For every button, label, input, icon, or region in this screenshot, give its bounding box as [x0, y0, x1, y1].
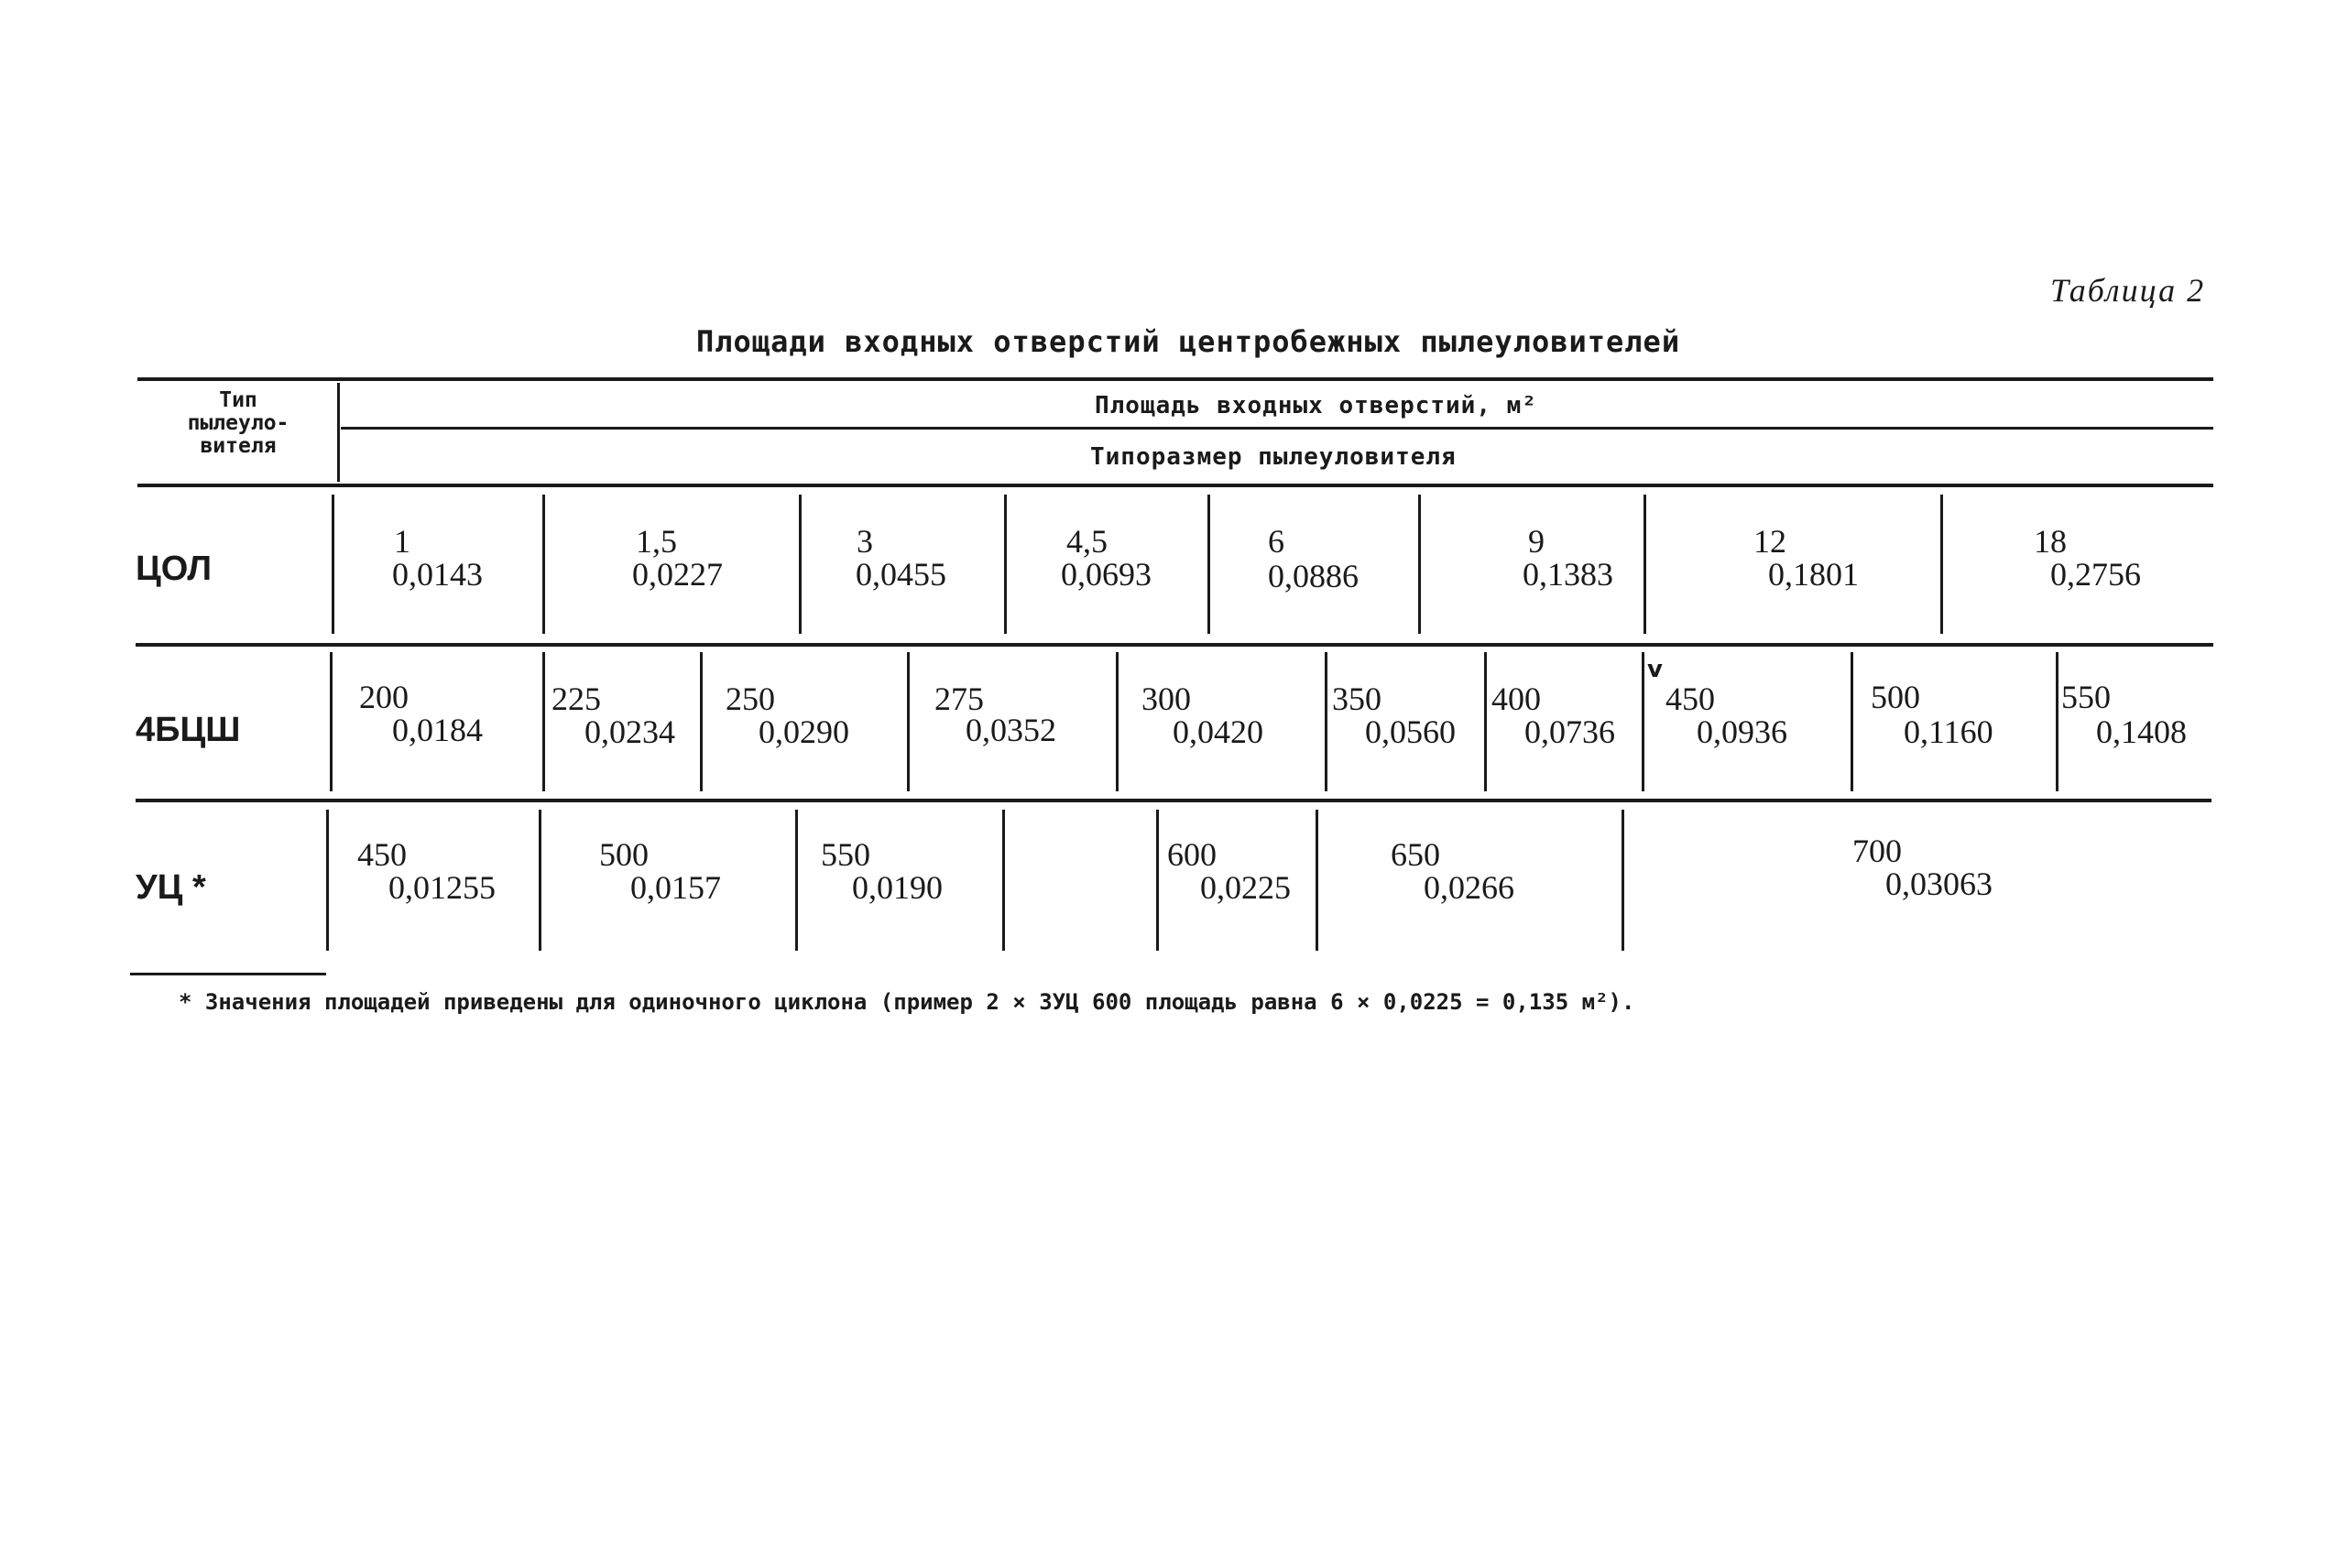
cell-divider — [330, 652, 333, 791]
cell-size: 450 — [357, 836, 407, 873]
cell-value: 0,0886 — [1268, 558, 1359, 594]
cell-value: 0,0157 — [630, 869, 721, 906]
cell-size: 650 — [1391, 836, 1440, 873]
cell-divider — [1325, 652, 1327, 791]
cell-value: 0,0184 — [392, 712, 483, 748]
cell-divider — [1004, 495, 1007, 634]
header-area-label: Площадь входных отверстий, м² — [1095, 392, 1537, 419]
cell-divider — [1643, 495, 1646, 634]
cell-value: 0,01255 — [388, 869, 496, 906]
checkmark-annotation: v — [1647, 656, 1663, 683]
cell-size: 3 — [857, 523, 873, 560]
cell-value: 0,1383 — [1523, 556, 1613, 593]
cell-size: 250 — [726, 681, 775, 717]
cell-size: 275 — [934, 681, 984, 717]
footnote-rule — [130, 973, 326, 975]
cell-size: 300 — [1141, 681, 1191, 717]
cell-size: 200 — [359, 679, 409, 715]
cell-value: 0,0234 — [584, 713, 675, 750]
table-footnote: * Значения площадей приведены для одиночного циклона (пример 2 × 3УЦ 600 площадь равна 6 × 0,0225 = 0,135 м²). — [179, 989, 1635, 1015]
cell-value: 0,2756 — [2050, 556, 2141, 593]
header-type-line: вителя — [200, 434, 277, 458]
cell-value: 0,0560 — [1365, 713, 1456, 750]
cell-size: 4,5 — [1066, 523, 1108, 560]
cell-divider — [542, 495, 545, 634]
cell-size: 500 — [599, 836, 649, 873]
header-type-line: пылеуло- — [187, 411, 289, 435]
cell-divider — [1207, 495, 1210, 634]
cell-value: 0,0290 — [759, 713, 849, 750]
cell-divider — [542, 652, 545, 791]
cell-value: 0,03063 — [1885, 866, 1993, 902]
cell-divider — [1642, 652, 1644, 791]
cell-size: 400 — [1491, 681, 1541, 717]
cell-value: 0,0352 — [966, 712, 1056, 748]
table-title: Площади входных отверстий центробежных пылеуловителей — [696, 324, 1681, 359]
cell-divider — [539, 810, 541, 951]
cell-value: 0,0227 — [632, 556, 723, 593]
cell-divider — [700, 652, 703, 791]
cell-size: 500 — [1871, 679, 1920, 715]
cell-divider — [1316, 810, 1318, 951]
cell-divider — [1002, 810, 1005, 951]
cell-divider — [1484, 652, 1487, 791]
row-name-col: ЦОЛ — [136, 550, 213, 588]
header-type-line: Тип — [219, 388, 257, 412]
cell-value: 0,1801 — [1768, 556, 1859, 593]
cell-size: 600 — [1167, 836, 1217, 873]
cell-value: 0,0455 — [856, 556, 946, 593]
cell-value: 0,0936 — [1697, 713, 1787, 750]
cell-size: 9 — [1528, 523, 1545, 560]
cell-value: 0,0225 — [1200, 869, 1291, 906]
cell-size: 225 — [551, 681, 601, 717]
table-top-rule — [137, 377, 2213, 381]
cell-size: 12 — [1753, 523, 1786, 560]
cell-divider — [795, 810, 798, 951]
cell-size: 18 — [2034, 523, 2067, 560]
cell-value: 0,0693 — [1061, 556, 1152, 593]
row-name-4bcsh: 4БЦШ — [136, 711, 241, 749]
cell-size: 700 — [1852, 833, 1902, 869]
cell-divider — [1851, 652, 1853, 791]
cell-value: 0,0420 — [1173, 713, 1263, 750]
cell-size: 550 — [821, 836, 870, 873]
header-bottom-rule — [137, 484, 2213, 487]
cell-divider — [799, 495, 802, 634]
cell-divider — [907, 652, 910, 791]
cell-divider — [332, 495, 334, 634]
cell-value: 0,1408 — [2096, 713, 2187, 750]
row1-bottom-rule — [136, 643, 2213, 647]
cell-size: 450 — [1665, 681, 1715, 717]
cell-divider — [1418, 495, 1421, 634]
row-name-uc: УЦ * — [136, 868, 206, 907]
cell-value: 0,0190 — [852, 869, 943, 906]
cell-size: 350 — [1332, 681, 1381, 717]
cell-value: 0,0736 — [1524, 713, 1615, 750]
cell-size: 1 — [394, 523, 410, 560]
cell-divider — [1116, 652, 1119, 791]
cell-divider — [326, 810, 329, 951]
cell-size: 6 — [1268, 523, 1284, 560]
header-type-column — [137, 389, 339, 458]
header-mid-rule — [341, 427, 2213, 430]
row2-bottom-rule — [136, 799, 2211, 802]
table-number: Таблица 2 — [2050, 272, 2206, 309]
cell-divider — [1156, 810, 1159, 951]
cell-value: 0,1160 — [1904, 713, 1993, 750]
cell-value: 0,0143 — [392, 556, 483, 593]
cell-size: 1,5 — [636, 523, 677, 560]
cell-divider — [2056, 652, 2058, 791]
header-size-label: Типоразмер пылеуловителя — [1090, 443, 1457, 471]
cell-value: 0,0266 — [1424, 869, 1514, 906]
cell-divider — [1940, 495, 1943, 634]
cell-size: 550 — [2061, 679, 2111, 715]
cell-divider — [1622, 810, 1624, 951]
